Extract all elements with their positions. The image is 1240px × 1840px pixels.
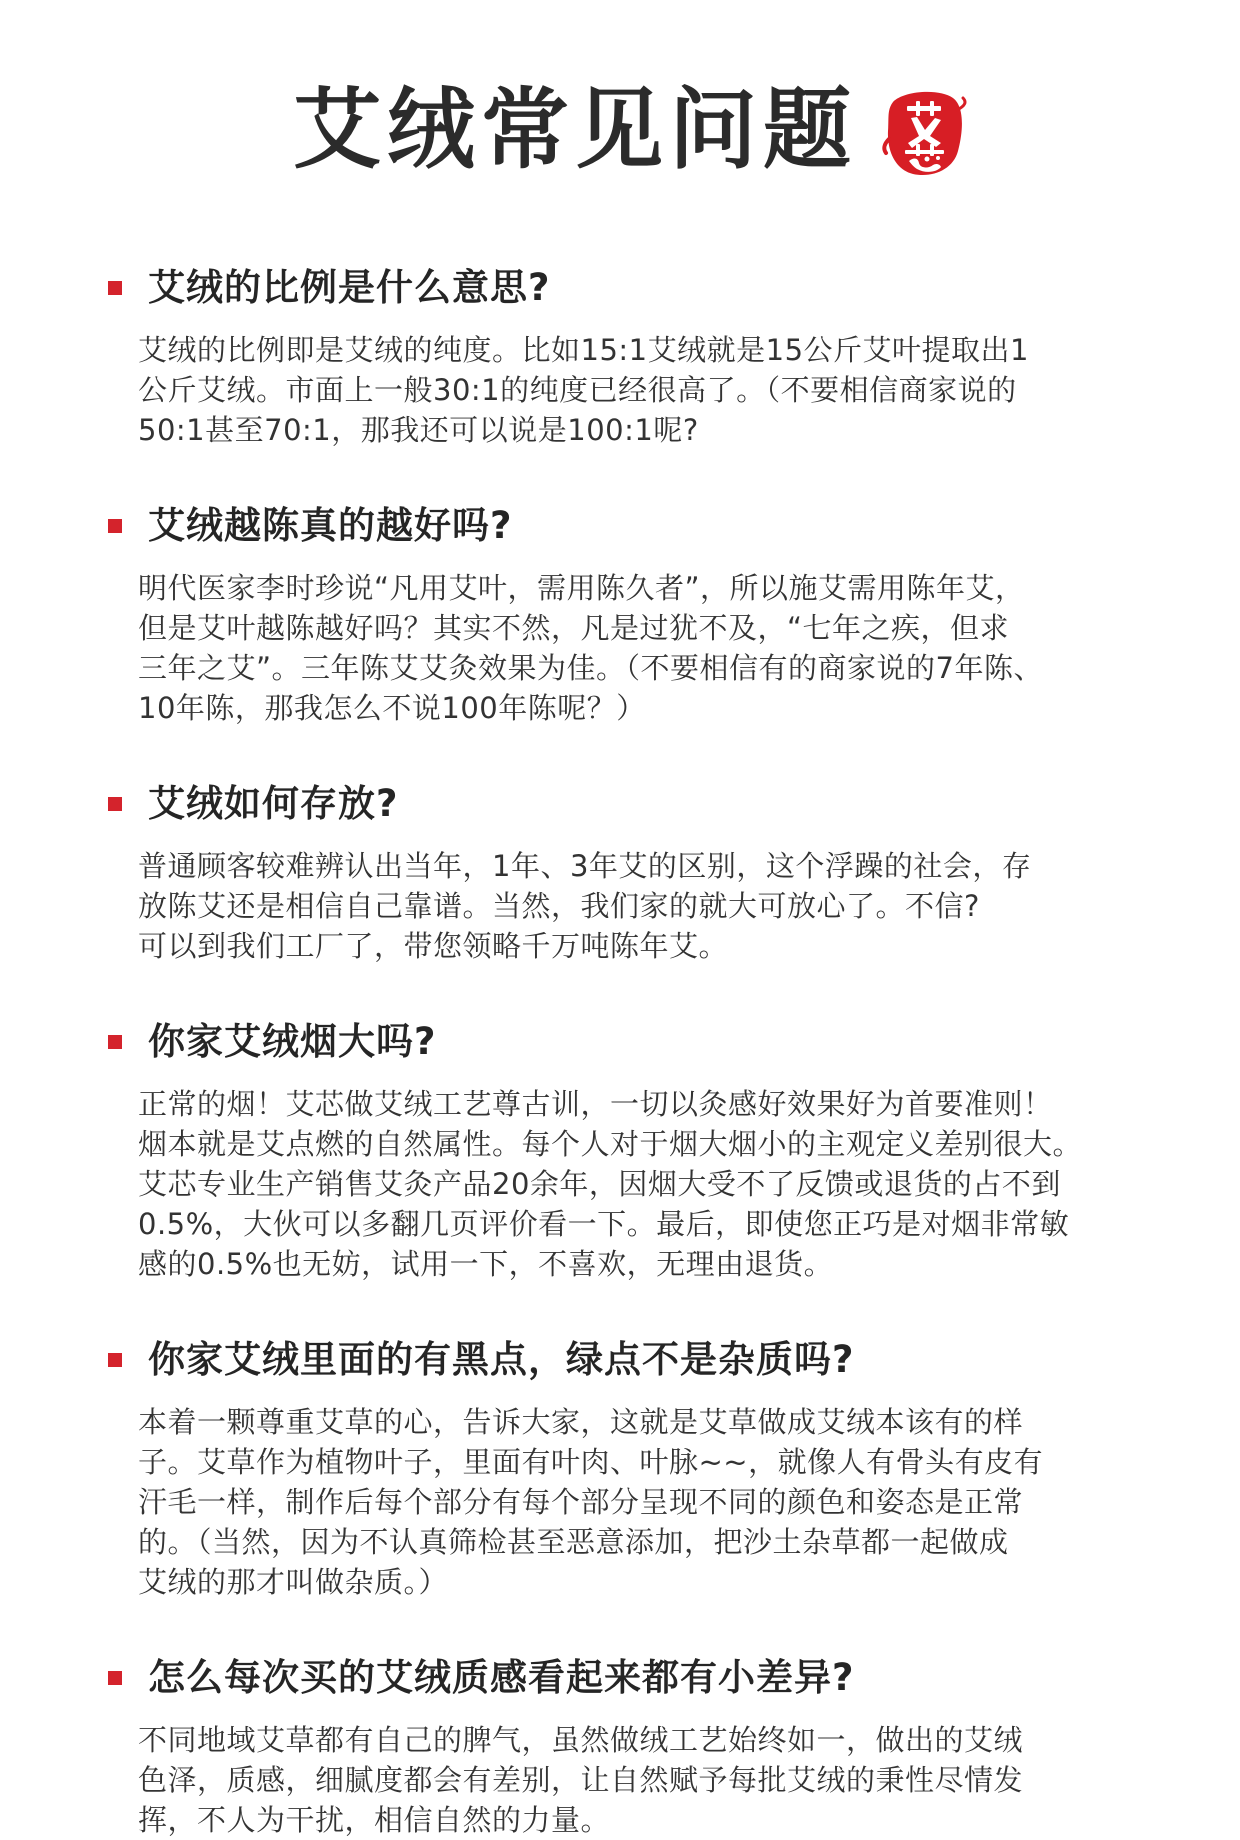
faq-answer bbox=[108, 846, 1120, 966]
faq-answer bbox=[108, 1402, 1120, 1602]
faq-answer bbox=[108, 568, 1120, 728]
faq-question: 艾绒如何存放? bbox=[148, 781, 399, 825]
answer-line: 普通顾客较难辨认出当年，1年、3年艾的区别，这个浮躁的社会，存 bbox=[138, 849, 1032, 883]
answer-line: 不同地域艾草都有自己的脾气，虽然做绒工艺始终如一，做出的艾绒 bbox=[138, 1723, 1024, 1757]
faq-item bbox=[108, 1014, 1120, 1284]
answer-line: 色泽，质感，细腻度都会有差别，让自然赋予每批艾绒的秉性尽情发 bbox=[138, 1763, 1024, 1797]
answer-line: 10年陈，那我怎么不说100年陈呢？） bbox=[138, 691, 646, 725]
faq-item bbox=[108, 260, 1120, 450]
faq-item bbox=[108, 1332, 1120, 1602]
red-square-bullet-icon bbox=[108, 1671, 122, 1685]
answer-line: 0.5%，大伙可以多翻几页评价看一下。最后，即使您正巧是对烟非常敏 bbox=[138, 1207, 1070, 1241]
answer-line: 感的0.5%也无妨，试用一下，不喜欢，无理由退货。 bbox=[138, 1247, 834, 1281]
red-square-bullet-icon bbox=[108, 1353, 122, 1367]
answer-line: 三年之艾”。三年陈艾艾灸效果为佳。（不要相信有的商家说的7年陈、 bbox=[138, 651, 1043, 685]
faq-question-row bbox=[108, 776, 1120, 832]
answer-line: 可以到我们工厂了，带您领略千万吨陈年艾。 bbox=[138, 929, 729, 963]
faq-question: 怎么每次买的艾绒质感看起来都有小差异? bbox=[148, 1655, 855, 1699]
faq-question: 你家艾绒烟大吗? bbox=[148, 1019, 437, 1063]
faq-answer bbox=[108, 1720, 1120, 1840]
answer-line: 汗毛一样，制作后每个部分有每个部分呈现不同的颜色和姿态是正常 bbox=[138, 1485, 1024, 1519]
answer-line: 的。（当然，因为不认真筛检甚至恶意添加，把沙土杂草都一起做成 bbox=[138, 1525, 1009, 1559]
faq-question-row bbox=[108, 1332, 1120, 1388]
faq-question-row bbox=[108, 1650, 1120, 1706]
answer-line: 正常的烟！艾芯做艾绒工艺尊古训，一切以灸感好效果好为首要准则！ bbox=[138, 1087, 1053, 1121]
answer-line: 放陈艾还是相信自己靠谱。当然，我们家的就大可放心了。不信? bbox=[138, 889, 980, 923]
faq-question-row bbox=[108, 498, 1120, 554]
faq-item bbox=[108, 498, 1120, 728]
answer-line: 艾芯专业生产销售艾灸产品20余年，因烟大受不了反馈或退货的占不到 bbox=[138, 1167, 1061, 1201]
title-row bbox=[108, 0, 1120, 260]
answer-line: 明代医家李时珍说“凡用艾叶，需用陈久者”，所以施艾需用陈年艾， bbox=[138, 571, 1025, 605]
answer-line: 但是艾叶越陈越好吗？其实不然，凡是过犹不及，“七年之疾，但求 bbox=[138, 611, 1010, 645]
faq-list bbox=[108, 260, 1120, 1840]
answer-line: 艾绒的那才叫做杂质。） bbox=[138, 1565, 449, 1599]
red-square-bullet-icon bbox=[108, 519, 122, 533]
answer-line: 烟本就是艾点燃的自然属性。每个人对于烟大烟小的主观定义差别很大。 bbox=[138, 1127, 1083, 1161]
brand-seal-logo bbox=[881, 86, 967, 182]
answer-line: 公斤艾绒。市面上一般30:1的纯度已经很高了。（不要相信商家说的 bbox=[138, 373, 1017, 407]
faq-answer bbox=[108, 330, 1120, 450]
answer-line: 挥，不人为干扰，相信自然的力量。 bbox=[138, 1803, 611, 1837]
faq-answer bbox=[108, 1084, 1120, 1284]
answer-line: 艾绒的比例即是艾绒的纯度。比如15:1艾绒就是15公斤艾叶提取出1 bbox=[138, 333, 1029, 367]
red-square-bullet-icon bbox=[108, 1035, 122, 1049]
faq-item bbox=[108, 1650, 1120, 1840]
faq-question-row bbox=[108, 260, 1120, 316]
answer-line: 本着一颗尊重艾草的心，告诉大家，这就是艾草做成艾绒本该有的样 bbox=[138, 1405, 1024, 1439]
faq-question-row bbox=[108, 1014, 1120, 1070]
faq-question: 你家艾绒里面的有黑点，绿点不是杂质吗? bbox=[148, 1337, 855, 1381]
faq-item bbox=[108, 776, 1120, 966]
faq-question: 艾绒的比例是什么意思? bbox=[148, 265, 551, 309]
page-title: 艾绒常见问题 bbox=[292, 78, 857, 181]
answer-line: 50:1甚至70:1，那我还可以说是100:1呢? bbox=[138, 413, 699, 447]
answer-line: 子。艾草作为植物叶子，里面有叶肉、叶脉~~，就像人有骨头有皮有 bbox=[138, 1445, 1044, 1479]
red-square-bullet-icon bbox=[108, 281, 122, 295]
faq-question: 艾绒越陈真的越好吗? bbox=[148, 503, 513, 547]
red-square-bullet-icon bbox=[108, 797, 122, 811]
